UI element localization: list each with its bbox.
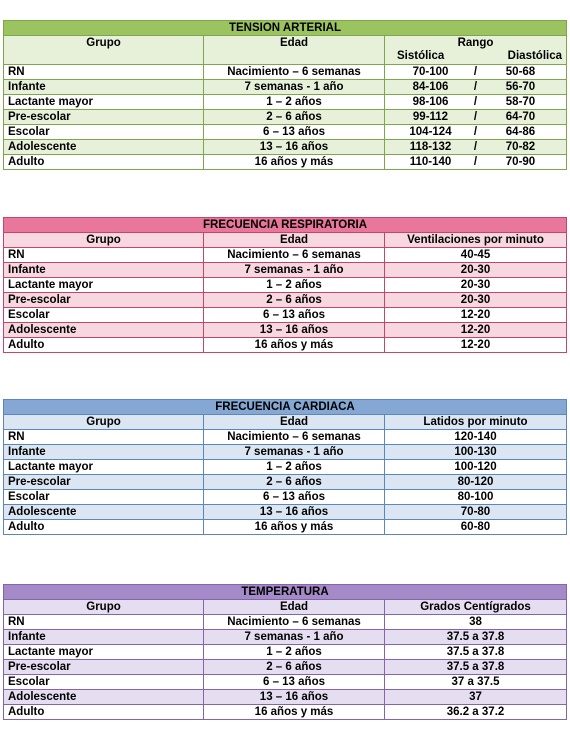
diastolica-value: 64-86 bbox=[505, 126, 536, 138]
edad-cell: 6 – 13 años bbox=[204, 675, 385, 690]
grupo-cell: Pre-escolar bbox=[4, 293, 204, 308]
valor-cell: 37.5 a 37.8 bbox=[385, 645, 567, 660]
separator: / bbox=[473, 126, 478, 138]
grupo-cell: Pre-escolar bbox=[4, 475, 204, 490]
grupo-cell: Infante bbox=[4, 263, 204, 278]
rango-cell bbox=[385, 65, 567, 80]
rango-label: Rango bbox=[457, 37, 494, 49]
valor-cell: 80-100 bbox=[385, 490, 567, 505]
edad-cell: Nacimiento – 6 semanas bbox=[204, 65, 385, 80]
table-row bbox=[4, 475, 567, 490]
diastolica-value: 70-82 bbox=[505, 141, 536, 153]
valor-cell: 12-20 bbox=[385, 323, 567, 338]
rango-cell bbox=[385, 95, 567, 110]
separator: / bbox=[473, 156, 478, 168]
valor-cell: 37.5 a 37.8 bbox=[385, 630, 567, 645]
edad-cell: Nacimiento – 6 semanas bbox=[204, 248, 385, 263]
separator: / bbox=[473, 66, 478, 78]
tension-arterial-table bbox=[3, 20, 567, 170]
sistolica-value: 118-132 bbox=[409, 141, 452, 153]
valor-cell: 12-20 bbox=[385, 308, 567, 323]
table-row bbox=[4, 630, 567, 645]
grupo-cell: Infante bbox=[4, 445, 204, 460]
valor-cell: 38 bbox=[385, 615, 567, 630]
edad-cell: 16 años y más bbox=[204, 520, 385, 535]
temperatura-table bbox=[3, 584, 567, 720]
edad-cell: 2 – 6 años bbox=[204, 660, 385, 675]
frecuencia-respiratoria-table bbox=[3, 217, 567, 353]
grupo-cell: Pre-escolar bbox=[4, 660, 204, 675]
grupo-cell: Lactante mayor bbox=[4, 460, 204, 475]
grupo-cell: Escolar bbox=[4, 490, 204, 505]
col-header-edad: Edad bbox=[204, 415, 385, 430]
edad-cell: 1 – 2 años bbox=[204, 278, 385, 293]
rango-cell bbox=[385, 110, 567, 125]
grupo-cell: RN bbox=[4, 248, 204, 263]
sistolica-value: 70-100 bbox=[412, 66, 449, 78]
diastolica-value: 58-70 bbox=[505, 96, 536, 108]
grupo-cell: Lactante mayor bbox=[4, 645, 204, 660]
edad-cell: 1 – 2 años bbox=[204, 95, 385, 110]
valor-cell: 100-120 bbox=[385, 460, 567, 475]
valor-cell: 36.2 a 37.2 bbox=[385, 705, 567, 720]
col-header-valor: Latidos por minuto bbox=[385, 415, 567, 430]
edad-cell: 16 años y más bbox=[204, 338, 385, 353]
diastolica-value: 56-70 bbox=[505, 81, 536, 93]
rango-cell bbox=[385, 140, 567, 155]
sistolica-value: 99-112 bbox=[412, 111, 449, 123]
grupo-cell: Adolescente bbox=[4, 505, 204, 520]
edad-cell: 7 semanas - 1 año bbox=[204, 80, 385, 95]
edad-cell: 2 – 6 años bbox=[204, 293, 385, 308]
edad-cell: 6 – 13 años bbox=[204, 490, 385, 505]
grupo-cell: Lactante mayor bbox=[4, 278, 204, 293]
table-row bbox=[4, 675, 567, 690]
separator: / bbox=[473, 96, 478, 108]
edad-cell: 6 – 13 años bbox=[204, 125, 385, 140]
valor-cell: 60-80 bbox=[385, 520, 567, 535]
valor-cell: 37 a 37.5 bbox=[385, 675, 567, 690]
sistolica-value: 84-106 bbox=[412, 81, 449, 93]
grupo-cell: Escolar bbox=[4, 308, 204, 323]
edad-cell: 1 – 2 años bbox=[204, 645, 385, 660]
grupo-cell: Adulto bbox=[4, 338, 204, 353]
table-row bbox=[4, 125, 567, 140]
grupo-cell: Adolescente bbox=[4, 140, 204, 155]
grupo-cell: Adolescente bbox=[4, 323, 204, 338]
valor-cell: 37.5 a 37.8 bbox=[385, 660, 567, 675]
edad-cell: 13 – 16 años bbox=[204, 323, 385, 338]
table-row bbox=[4, 293, 567, 308]
edad-cell: Nacimiento – 6 semanas bbox=[204, 430, 385, 445]
table-row bbox=[4, 660, 567, 675]
table-row bbox=[4, 155, 567, 170]
table-row bbox=[4, 308, 567, 323]
table-row bbox=[4, 430, 567, 445]
diastolica-value: 70-90 bbox=[505, 156, 536, 168]
table-row bbox=[4, 490, 567, 505]
table-row bbox=[4, 140, 567, 155]
diastolica-label: Diastólica bbox=[507, 50, 562, 62]
valor-cell: 37 bbox=[385, 690, 567, 705]
edad-cell: 7 semanas - 1 año bbox=[204, 630, 385, 645]
table-row bbox=[4, 705, 567, 720]
grupo-cell: RN bbox=[4, 430, 204, 445]
rango-cell bbox=[385, 80, 567, 95]
diastolica-value: 50-68 bbox=[505, 66, 536, 78]
edad-cell: 13 – 16 años bbox=[204, 505, 385, 520]
edad-cell: 6 – 13 años bbox=[204, 308, 385, 323]
valor-cell: 20-30 bbox=[385, 263, 567, 278]
col-header-valor: Ventilaciones por minuto bbox=[385, 233, 567, 248]
table-row bbox=[4, 690, 567, 705]
table-row bbox=[4, 645, 567, 660]
grupo-cell: Infante bbox=[4, 80, 204, 95]
grupo-cell: Adulto bbox=[4, 705, 204, 720]
edad-cell: 7 semanas - 1 año bbox=[204, 263, 385, 278]
grupo-cell: Pre-escolar bbox=[4, 110, 204, 125]
separator: / bbox=[473, 141, 478, 153]
table-row bbox=[4, 323, 567, 338]
valor-cell: 20-30 bbox=[385, 293, 567, 308]
table-title: TEMPERATURA bbox=[4, 585, 567, 600]
valor-cell: 100-130 bbox=[385, 445, 567, 460]
table-row bbox=[4, 338, 567, 353]
grupo-cell: Adolescente bbox=[4, 690, 204, 705]
table-title: FRECUENCIA RESPIRATORIA bbox=[4, 218, 567, 233]
grupo-cell: RN bbox=[4, 615, 204, 630]
grupo-cell: Escolar bbox=[4, 125, 204, 140]
table-row bbox=[4, 110, 567, 125]
table-title: FRECUENCIA CARDIACA bbox=[4, 400, 567, 415]
grupo-cell: Adulto bbox=[4, 155, 204, 170]
grupo-cell: Infante bbox=[4, 630, 204, 645]
valor-cell: 70-80 bbox=[385, 505, 567, 520]
valor-cell: 20-30 bbox=[385, 278, 567, 293]
table-title: TENSION ARTERIAL bbox=[4, 21, 567, 36]
separator: / bbox=[473, 111, 478, 123]
sistolica-value: 110-140 bbox=[409, 156, 452, 168]
col-header-grupo: Grupo bbox=[4, 36, 204, 65]
diastolica-value: 64-70 bbox=[505, 111, 536, 123]
col-header-edad: Edad bbox=[204, 233, 385, 248]
table-row bbox=[4, 505, 567, 520]
grupo-cell: Escolar bbox=[4, 675, 204, 690]
grupo-cell: Lactante mayor bbox=[4, 95, 204, 110]
sistolica-value: 98-106 bbox=[412, 96, 449, 108]
edad-cell: 2 – 6 años bbox=[204, 110, 385, 125]
table-row bbox=[4, 263, 567, 278]
edad-cell: 2 – 6 años bbox=[204, 475, 385, 490]
valor-cell: 80-120 bbox=[385, 475, 567, 490]
sistolica-label: Sistólica bbox=[397, 50, 445, 62]
frecuencia-cardiaca-table bbox=[3, 399, 567, 535]
valor-cell: 12-20 bbox=[385, 338, 567, 353]
table-row bbox=[4, 445, 567, 460]
edad-cell: 13 – 16 años bbox=[204, 690, 385, 705]
rango-cell bbox=[385, 155, 567, 170]
table-row bbox=[4, 278, 567, 293]
table-row bbox=[4, 615, 567, 630]
col-header-grupo: Grupo bbox=[4, 600, 204, 615]
table-row bbox=[4, 80, 567, 95]
edad-cell: 13 – 16 años bbox=[204, 140, 385, 155]
table-row bbox=[4, 248, 567, 263]
table-row bbox=[4, 460, 567, 475]
table-row bbox=[4, 95, 567, 110]
col-header-edad: Edad bbox=[204, 600, 385, 615]
edad-cell: 16 años y más bbox=[204, 155, 385, 170]
table-row bbox=[4, 65, 567, 80]
grupo-cell: Adulto bbox=[4, 520, 204, 535]
col-header-grupo: Grupo bbox=[4, 233, 204, 248]
valor-cell: 40-45 bbox=[385, 248, 567, 263]
col-header-grupo: Grupo bbox=[4, 415, 204, 430]
col-header-edad: Edad bbox=[204, 36, 385, 65]
edad-cell: 7 semanas - 1 año bbox=[204, 445, 385, 460]
valor-cell: 120-140 bbox=[385, 430, 567, 445]
col-header-rango bbox=[385, 36, 567, 65]
sistolica-value: 104-124 bbox=[409, 126, 452, 138]
edad-cell: Nacimiento – 6 semanas bbox=[204, 615, 385, 630]
edad-cell: 1 – 2 años bbox=[204, 460, 385, 475]
separator: / bbox=[473, 81, 478, 93]
edad-cell: 16 años y más bbox=[204, 705, 385, 720]
grupo-cell: RN bbox=[4, 65, 204, 80]
col-header-valor: Grados Centígrados bbox=[385, 600, 567, 615]
rango-cell bbox=[385, 125, 567, 140]
table-row bbox=[4, 520, 567, 535]
